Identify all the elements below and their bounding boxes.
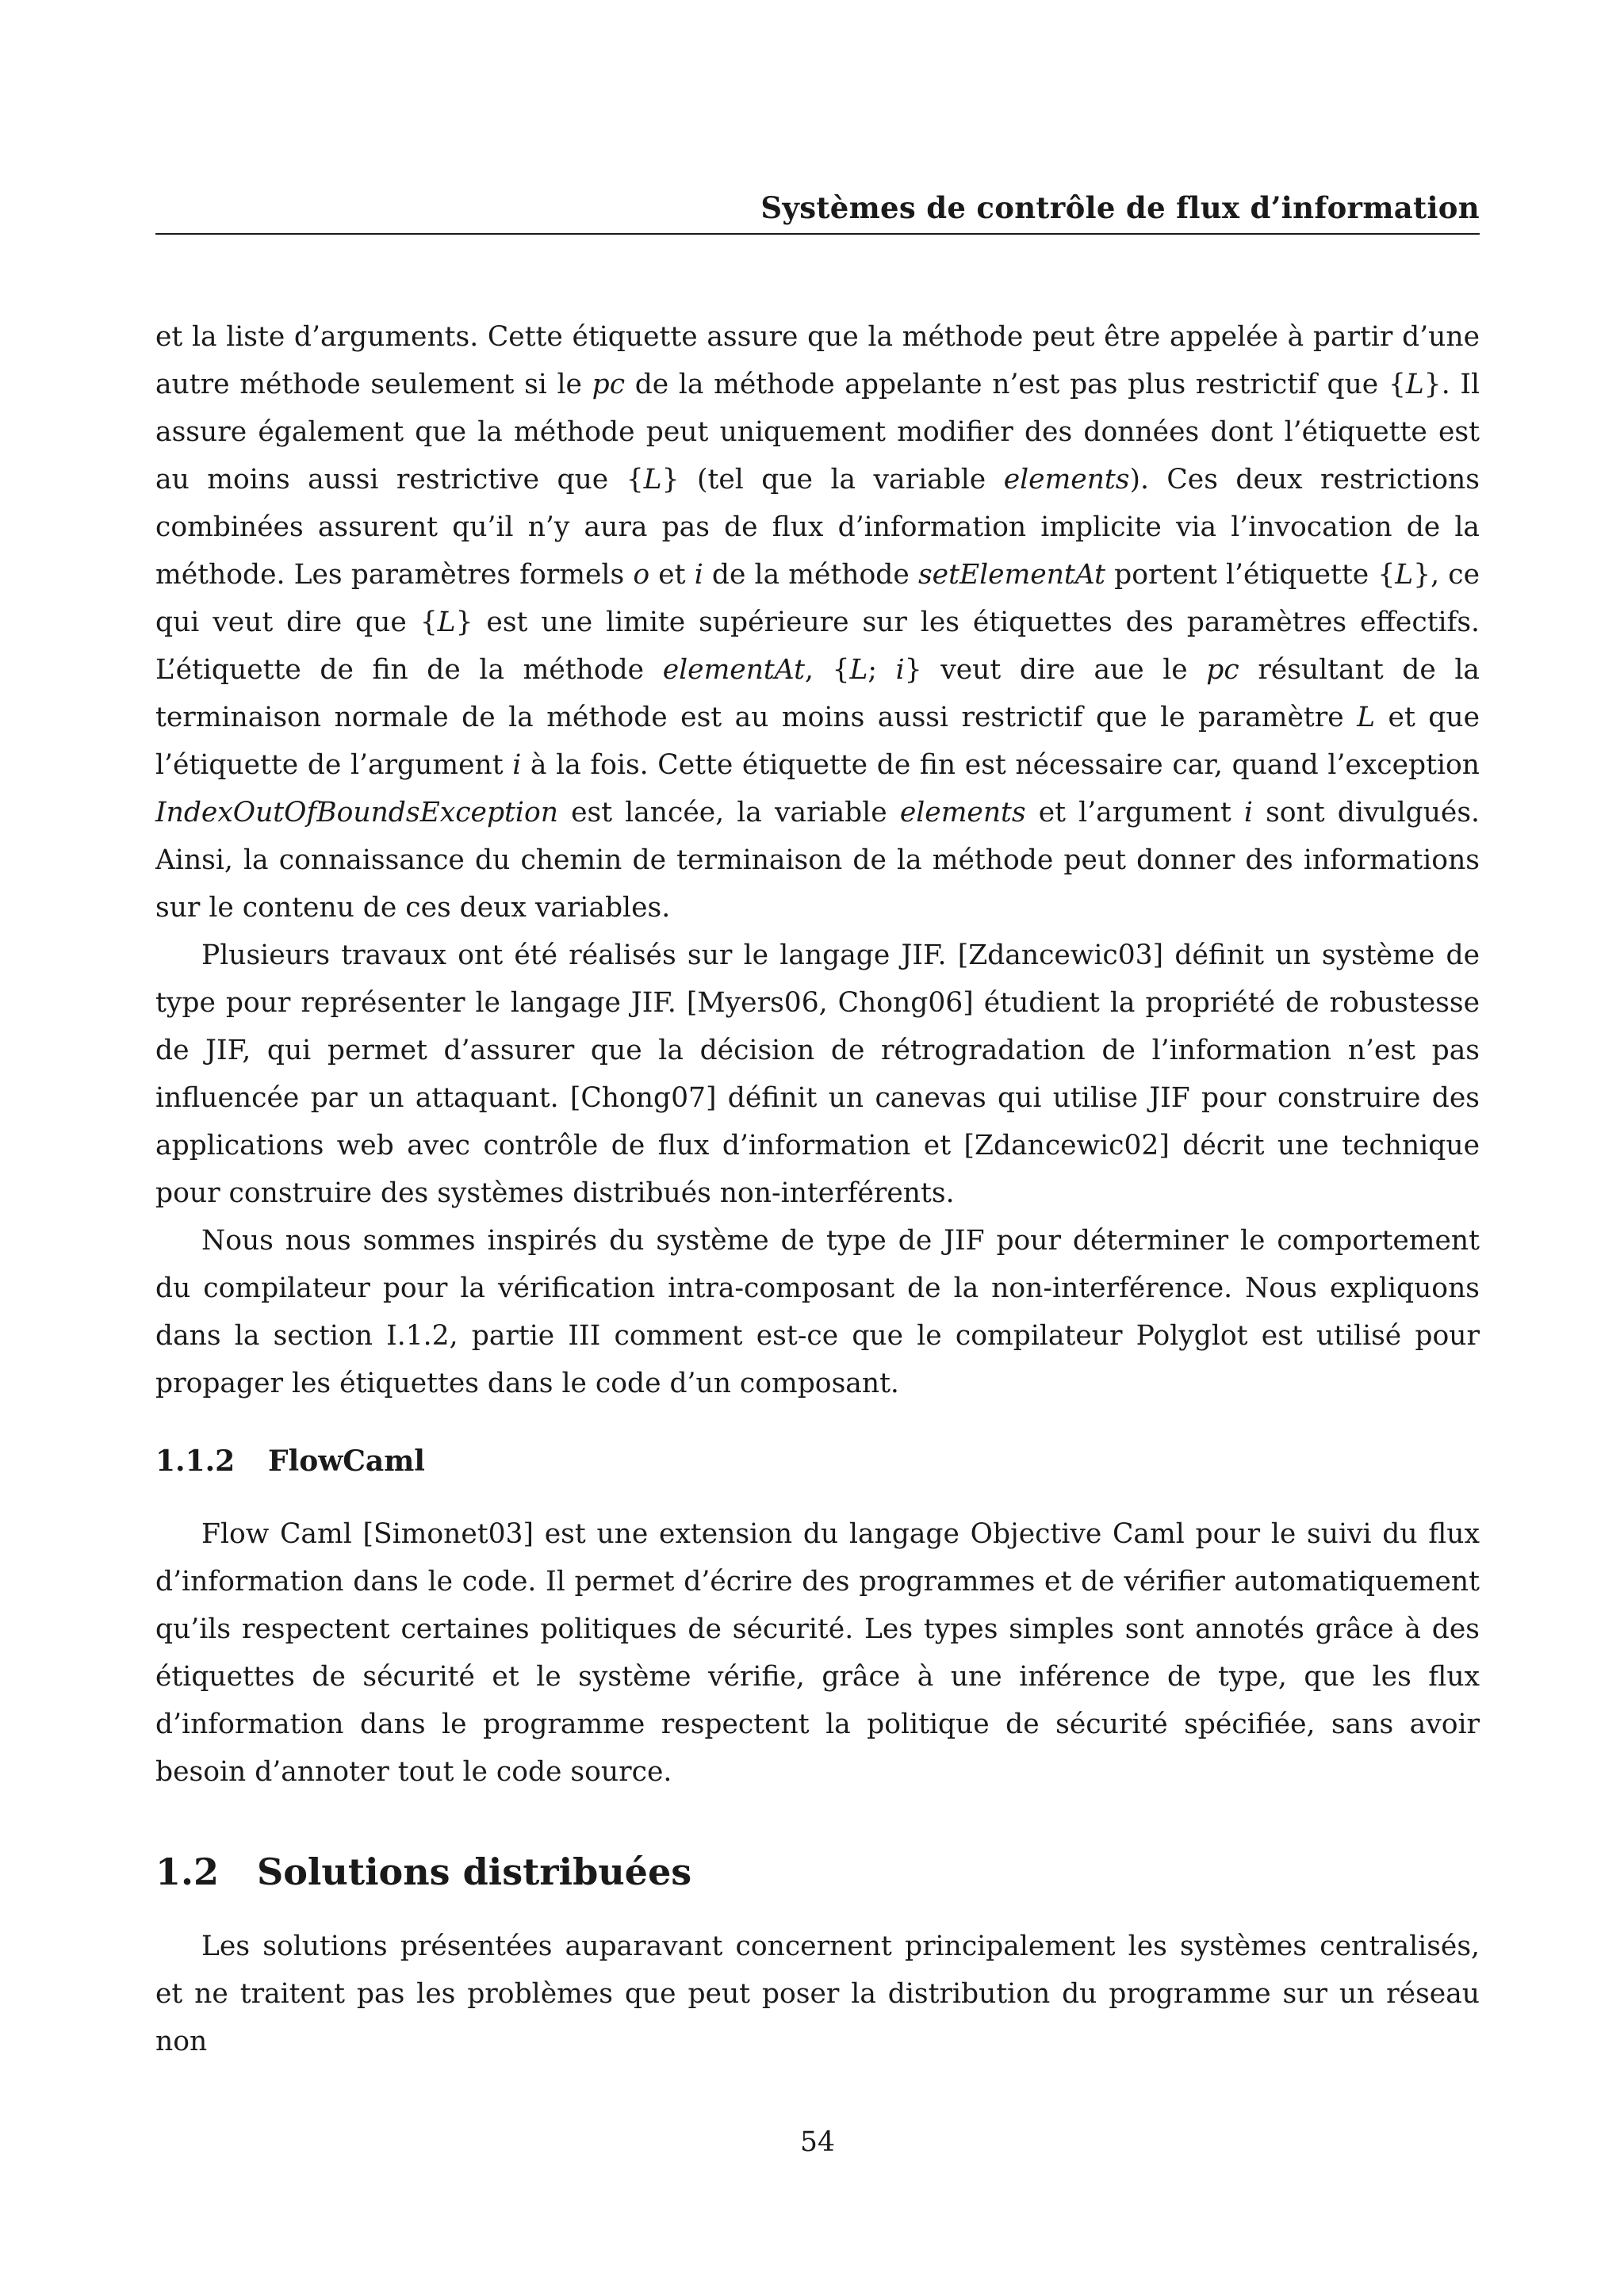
header-rule bbox=[155, 233, 1480, 235]
math-var: i bbox=[694, 559, 703, 591]
text-run: portent l’étiquette { bbox=[1105, 559, 1396, 591]
paragraph-jif-labels bbox=[155, 313, 1480, 932]
section-number: 1.2 bbox=[155, 1850, 220, 1893]
section-heading bbox=[155, 1848, 1480, 1896]
math-var: L bbox=[1405, 369, 1424, 400]
text-run: } veut dire aue le bbox=[904, 654, 1207, 686]
subsection-title: FlowCaml bbox=[268, 1445, 425, 1478]
italic-term: elementAt bbox=[662, 654, 805, 686]
text-run: }. Il assure également que la méthode peut uniquement modifier des données dont l’étiquette est au moins aussi restrictive que { bbox=[155, 369, 1480, 496]
body-text bbox=[155, 313, 1480, 2065]
paragraph-flowcaml: Flow Caml [Simonet03] est une extension du langage Objective Caml pour le suivi du flux d’information dans le code. Il permet d’écrire des programmes et de vérifier automatiquement qu’ils respectent certaines politiques de sécurité. Les types simples sont annotés grâce à des étiquettes de sécurité et le système vérifie, grâce à une inférence de type, que les flux d’information dans le programme respectent la politique de sécurité spécifiée, sans avoir besoin d’annoter tout le code source. bbox=[155, 1518, 1480, 1788]
math-var: i bbox=[895, 654, 905, 686]
italic-term: setElementAt bbox=[917, 559, 1105, 591]
math-var: L bbox=[437, 607, 456, 638]
text-run: } (tel que la variable bbox=[661, 464, 1004, 496]
italic-term: elements bbox=[899, 797, 1026, 828]
text-run: résultant de la terminaison normale de la méthode est au moins aussi restrictif que le paramètre bbox=[155, 654, 1480, 733]
italic-term: IndexOutOfBoundsException bbox=[155, 797, 558, 828]
math-var: i bbox=[512, 749, 522, 781]
paragraph-jif-works: Plusieurs travaux ont été réalisés sur le langage JIF. [Zdancewic03] définit un système de type pour représenter le langage JIF. [Myers06, Chong06] étudient la propriété de robustesse de JIF, qui permet d’assurer que la décision de rétrogradation de l’information n’est pas influencée par un attaquant. [Chong07] définit un canevas qui utilise JIF pour construire des applications web avec contrôle de flux d’information et [Zdancewic02] décrit une technique pour construire des systèmes distribués non-interférents. bbox=[155, 939, 1480, 1209]
text-run: et la liste d’arguments. Cette étiquette assure que la méthode peut être appelée à partir d’une autre méthode seulement si le bbox=[155, 321, 1480, 400]
text-run: de la méthode appelante n’est pas plus restrictif que { bbox=[625, 369, 1406, 400]
paragraph-jif-inspiration: Nous nous sommes inspirés du système de type de JIF pour déterminer le comportement du compilateur pour la vérification intra-composant de la non-interférence. Nous expliquons dans la section I.1.2, partie III comment est-ce que le compilateur Polyglot est utilisé pour propager les étiquettes dans le code d’un composant. bbox=[155, 1225, 1480, 1399]
text-run: à la fois. Cette étiquette de fin est nécessaire car, quand l’exception bbox=[521, 749, 1480, 781]
page-number: 54 bbox=[800, 2126, 835, 2158]
text-run: ). Ces deux restrictions combinées assurent qu’il n’y aura pas de flux d’information implicite via l’invocation de la méthode. Les paramètres formels bbox=[155, 464, 1480, 591]
text-run: } est une limite supérieure sur les étiquettes des paramètres effectifs. L’étiquette de fin de la méthode bbox=[155, 607, 1480, 686]
italic-term: elements bbox=[1003, 464, 1130, 496]
text-run: sont divulgués. Ainsi, la connaissance du chemin de terminaison de la méthode peut donner des informations sur le contenu de ces deux variables. bbox=[155, 797, 1480, 924]
subsection-heading bbox=[155, 1442, 1480, 1480]
text-run: }, ce qui veut dire que { bbox=[155, 559, 1480, 638]
math-var: i bbox=[1243, 797, 1253, 828]
math-var: o bbox=[633, 559, 650, 591]
math-var: L bbox=[643, 464, 662, 496]
text-run: , { bbox=[804, 654, 850, 686]
italic-term: pc bbox=[1206, 654, 1239, 686]
section-title: Solutions distribuées bbox=[257, 1850, 692, 1893]
text-run: de la méthode bbox=[703, 559, 918, 591]
text-run: ; bbox=[868, 654, 896, 686]
text-run: et bbox=[649, 559, 695, 591]
math-var: L bbox=[1395, 559, 1414, 591]
italic-term: pc bbox=[592, 369, 626, 400]
text-run: et que l’étiquette de l’argument bbox=[155, 702, 1480, 781]
subsection-number: 1.1.2 bbox=[155, 1445, 236, 1478]
math-var: L bbox=[1357, 702, 1376, 733]
paragraph-distributed: Les solutions présentées auparavant concernent principalement les systèmes centralisés, et ne traitent pas les problèmes que peut poser la distribution du programme sur un réseau non bbox=[155, 1931, 1480, 2057]
text-run: est lancée, la variable bbox=[557, 797, 900, 828]
math-var: L bbox=[849, 654, 868, 686]
text-run: et l’argument bbox=[1025, 797, 1244, 828]
running-header: Systèmes de contrôle de flux d’information bbox=[760, 190, 1480, 225]
